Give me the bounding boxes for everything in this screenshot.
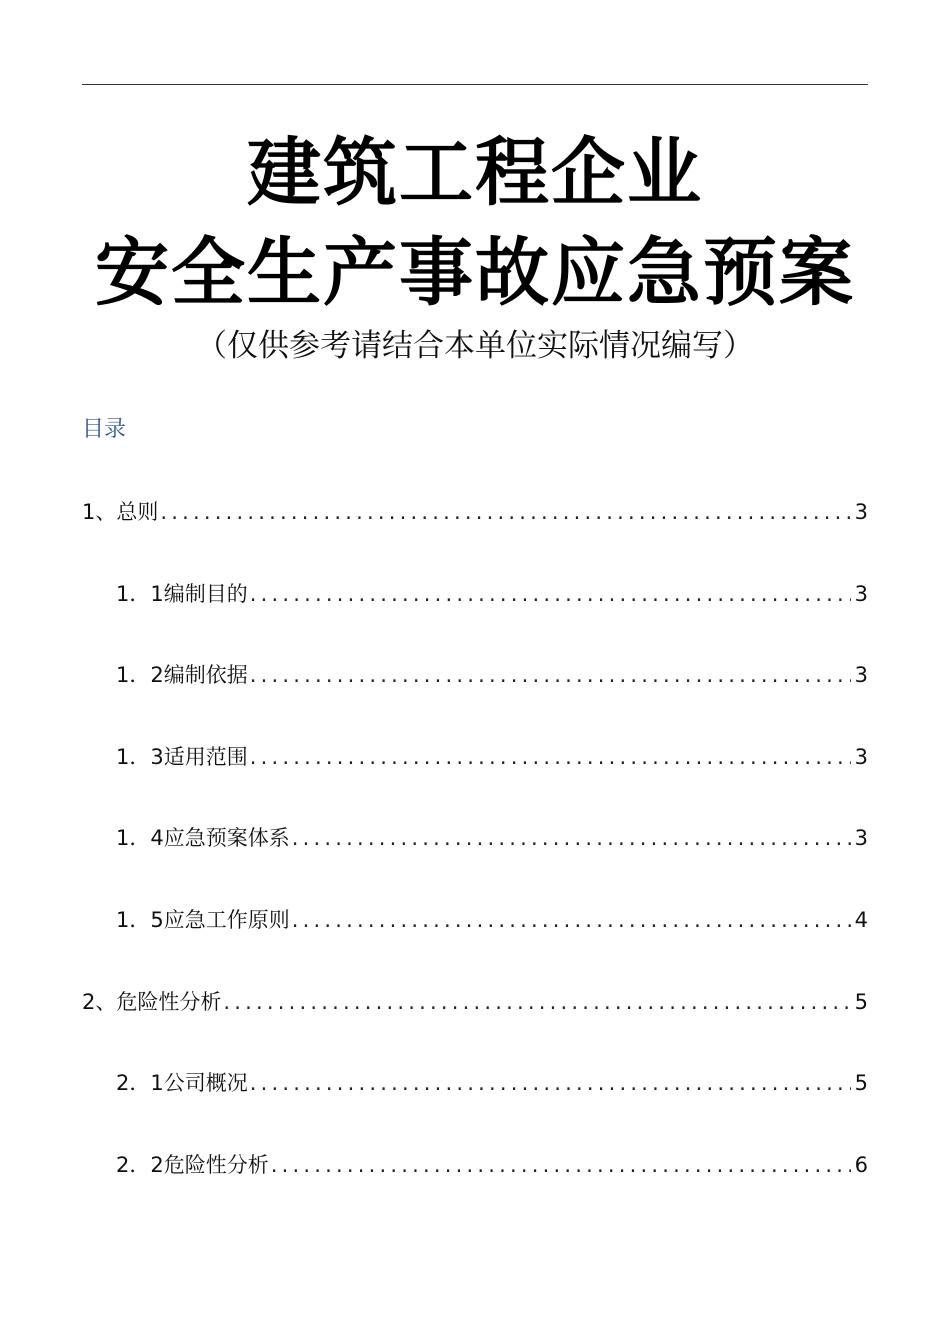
toc-entry-plan-system[interactable] xyxy=(82,821,868,903)
toc-entry-general[interactable] xyxy=(82,495,868,577)
toc-entry-company-overview[interactable] xyxy=(82,1066,868,1148)
toc-entry-label: 2．2危险性分析 xyxy=(116,1152,269,1177)
toc-entry-label: 1．1编制目的 xyxy=(116,581,248,606)
toc-heading: 目录 xyxy=(82,417,127,442)
toc-entry-hazard-analysis[interactable] xyxy=(82,985,868,1067)
table-of-contents xyxy=(82,495,868,1229)
toc-entry-label: 2．1公司概况 xyxy=(116,1071,248,1096)
toc-dot-leader xyxy=(292,821,851,855)
toc-entry-purpose[interactable] xyxy=(82,577,868,659)
toc-dot-leader xyxy=(271,1148,851,1182)
toc-entry-label: 1．5应急工作原则 xyxy=(116,907,290,932)
toc-entry-basis[interactable] xyxy=(82,658,868,740)
document-title-line-2: 安全生产事故应急预案 xyxy=(95,230,855,316)
toc-dot-leader xyxy=(292,903,851,937)
toc-entry-hazard-detail[interactable] xyxy=(82,1148,868,1230)
toc-entry-principles[interactable] xyxy=(82,903,868,985)
toc-entry-page: 3 xyxy=(854,826,868,851)
toc-entry-page: 5 xyxy=(854,989,868,1014)
toc-dot-leader xyxy=(160,495,850,529)
toc-dot-leader xyxy=(250,658,851,692)
document-subtitle: （仅供参考请结合本单位实际情况编写） xyxy=(196,328,754,364)
toc-dot-leader xyxy=(250,577,851,611)
toc-entry-page: 3 xyxy=(854,663,868,688)
toc-dot-leader xyxy=(223,985,850,1019)
toc-entry-scope[interactable] xyxy=(82,740,868,822)
toc-entry-page: 4 xyxy=(854,907,868,932)
toc-entry-label: 2、危险性分析 xyxy=(82,989,222,1014)
toc-entry-label: 1．4应急预案体系 xyxy=(116,826,290,851)
toc-dot-leader xyxy=(250,1066,851,1100)
header-rule xyxy=(82,84,868,85)
toc-entry-label: 1、总则 xyxy=(82,500,159,524)
toc-entry-page: 3 xyxy=(854,500,868,524)
toc-entry-label: 1．3适用范围 xyxy=(116,744,248,769)
toc-entry-page: 6 xyxy=(854,1152,868,1177)
toc-entry-page: 3 xyxy=(854,581,868,606)
toc-dot-leader xyxy=(250,740,851,774)
toc-entry-page: 3 xyxy=(854,744,868,769)
toc-entry-label: 1．2编制依据 xyxy=(116,663,248,688)
toc-entry-page: 5 xyxy=(854,1071,868,1096)
document-title-line-1: 建筑工程企业 xyxy=(247,130,703,216)
